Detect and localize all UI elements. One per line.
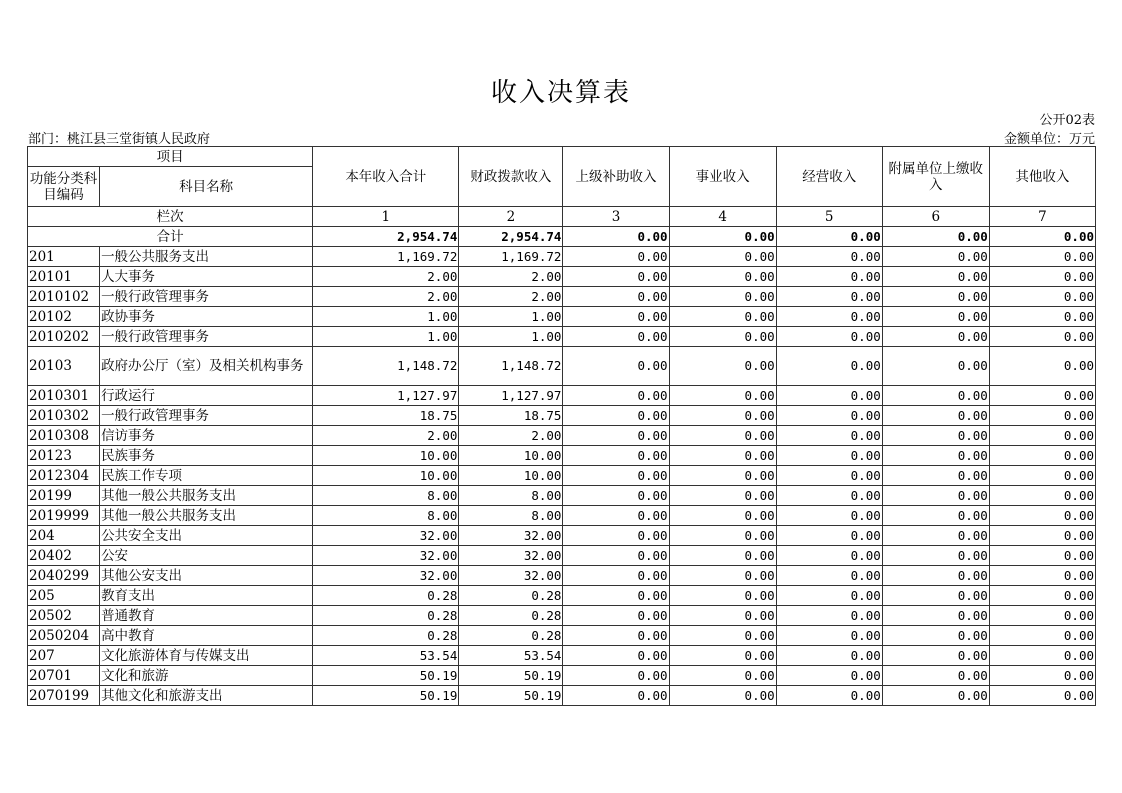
amount-cell: 0.00	[776, 466, 882, 486]
amount-cell: 0.00	[882, 586, 989, 606]
amount-cell: 0.00	[669, 386, 776, 406]
amount-cell: 0.00	[563, 666, 669, 686]
table-row	[28, 307, 1096, 327]
subject-code: 20701	[28, 666, 100, 686]
amount-cell: 0.00	[776, 406, 882, 426]
amount-cell: 0.00	[669, 446, 776, 466]
subject-code: 204	[28, 526, 100, 546]
subject-name: 民族工作专项	[100, 466, 313, 486]
amount-cell: 0.00	[882, 546, 989, 566]
amount-cell: 1,148.72	[459, 347, 563, 386]
amount-cell: 0.00	[882, 486, 989, 506]
table-row	[28, 486, 1096, 506]
subject-code: 2019999	[28, 506, 100, 526]
amount-cell: 32.00	[459, 526, 563, 546]
amount-cell: 0.00	[669, 686, 776, 706]
amount-cell: 32.00	[459, 566, 563, 586]
amount-cell: 0.00	[563, 486, 669, 506]
amount-cell: 0.28	[459, 606, 563, 626]
amount-cell: 0.00	[563, 586, 669, 606]
column-number: 3	[563, 207, 669, 227]
subject-code: 20123	[28, 446, 100, 466]
amount-cell: 0.00	[776, 446, 882, 466]
amount-cell: 0.00	[882, 327, 989, 347]
column-header: 其他收入	[989, 147, 1095, 207]
amount-cell: 0.00	[776, 486, 882, 506]
total-value: 0.00	[776, 227, 882, 247]
amount-cell: 0.00	[776, 267, 882, 287]
column-number: 4	[669, 207, 776, 227]
total-row	[28, 227, 1096, 247]
amount-cell: 0.00	[882, 426, 989, 446]
amount-cell: 32.00	[459, 546, 563, 566]
subject-code: 20102	[28, 307, 100, 327]
amount-cell: 2.00	[313, 267, 459, 287]
amount-cell: 1,169.72	[313, 247, 459, 267]
code-header: 功能分类科目编码	[28, 167, 100, 207]
total-value: 0.00	[669, 227, 776, 247]
subject-name: 文化和旅游	[100, 666, 313, 686]
amount-cell: 0.00	[669, 406, 776, 426]
amount-cell: 0.00	[776, 426, 882, 446]
amount-cell: 0.00	[563, 426, 669, 446]
amount-cell: 0.00	[989, 586, 1095, 606]
total-value: 0.00	[563, 227, 669, 247]
amount-cell: 50.19	[459, 686, 563, 706]
income-settlement-table	[27, 146, 1096, 706]
amount-cell: 0.28	[313, 626, 459, 646]
column-header: 附属单位上缴收入	[882, 147, 989, 207]
amount-cell: 2.00	[313, 287, 459, 307]
amount-cell: 0.00	[989, 307, 1095, 327]
subject-name: 民族事务	[100, 446, 313, 466]
subject-name: 其他一般公共服务支出	[100, 506, 313, 526]
amount-cell: 0.00	[776, 686, 882, 706]
column-header: 财政拨款收入	[459, 147, 563, 207]
amount-cell: 0.00	[989, 386, 1095, 406]
table-row	[28, 566, 1096, 586]
amount-cell: 0.00	[882, 446, 989, 466]
amount-cell: 0.00	[563, 466, 669, 486]
subject-code: 2050204	[28, 626, 100, 646]
amount-cell: 8.00	[313, 506, 459, 526]
amount-cell: 0.00	[563, 446, 669, 466]
amount-cell: 0.00	[563, 686, 669, 706]
amount-cell: 0.00	[989, 486, 1095, 506]
total-value: 2,954.74	[459, 227, 563, 247]
amount-cell: 0.00	[776, 307, 882, 327]
column-number: 6	[882, 207, 989, 227]
amount-cell: 1.00	[459, 327, 563, 347]
amount-cell: 0.00	[563, 287, 669, 307]
subject-code: 205	[28, 586, 100, 606]
subject-name: 政府办公厅（室）及相关机构事务	[100, 347, 313, 386]
amount-cell: 10.00	[313, 446, 459, 466]
subject-name: 公安	[100, 546, 313, 566]
total-value: 2,954.74	[313, 227, 459, 247]
total-label: 合计	[28, 227, 313, 247]
amount-cell: 0.00	[563, 566, 669, 586]
amount-cell: 0.00	[989, 406, 1095, 426]
amount-cell: 0.00	[563, 606, 669, 626]
subject-name: 一般行政管理事务	[100, 287, 313, 307]
subject-code: 2010202	[28, 327, 100, 347]
amount-cell: 0.00	[563, 386, 669, 406]
subject-name: 政协事务	[100, 307, 313, 327]
amount-cell: 0.00	[776, 586, 882, 606]
amount-cell: 53.54	[313, 646, 459, 666]
total-value: 0.00	[989, 227, 1095, 247]
amount-cell: 0.00	[882, 646, 989, 666]
amount-cell: 0.00	[776, 506, 882, 526]
amount-cell: 8.00	[313, 486, 459, 506]
table-row	[28, 506, 1096, 526]
amount-cell: 0.00	[989, 267, 1095, 287]
table-row	[28, 606, 1096, 626]
subject-code: 20402	[28, 546, 100, 566]
amount-cell: 1,127.97	[459, 386, 563, 406]
amount-cell: 0.00	[882, 526, 989, 546]
amount-cell: 0.00	[882, 347, 989, 386]
subject-code: 2040299	[28, 566, 100, 586]
amount-cell: 1,148.72	[313, 347, 459, 386]
subject-code: 2012304	[28, 466, 100, 486]
amount-cell: 1,127.97	[313, 386, 459, 406]
subject-code: 20199	[28, 486, 100, 506]
name-header: 科目名称	[100, 167, 313, 207]
table-row	[28, 666, 1096, 686]
amount-cell: 0.00	[882, 686, 989, 706]
amount-cell: 0.00	[669, 646, 776, 666]
amount-cell: 0.00	[669, 426, 776, 446]
amount-cell: 0.00	[989, 686, 1095, 706]
amount-cell: 0.00	[563, 327, 669, 347]
amount-cell: 0.28	[459, 586, 563, 606]
subject-code: 2010302	[28, 406, 100, 426]
department-label: 部门：桃江县三堂街镇人民政府	[28, 132, 211, 147]
amount-cell: 0.00	[563, 546, 669, 566]
subject-code: 207	[28, 646, 100, 666]
amount-cell: 32.00	[313, 566, 459, 586]
amount-cell: 0.00	[989, 626, 1095, 646]
amount-cell: 0.00	[669, 287, 776, 307]
amount-cell: 0.00	[989, 606, 1095, 626]
table-row	[28, 347, 1096, 386]
amount-cell: 0.00	[669, 347, 776, 386]
table-row	[28, 406, 1096, 426]
amount-cell: 0.00	[669, 526, 776, 546]
subject-name: 高中教育	[100, 626, 313, 646]
amount-cell: 0.28	[313, 606, 459, 626]
subject-name: 普通教育	[100, 606, 313, 626]
amount-cell: 0.00	[563, 307, 669, 327]
subject-name: 一般公共服务支出	[100, 247, 313, 267]
amount-cell: 0.00	[989, 546, 1095, 566]
amount-cell: 53.54	[459, 646, 563, 666]
amount-cell: 0.00	[669, 327, 776, 347]
amount-cell: 0.00	[776, 287, 882, 307]
table-row	[28, 267, 1096, 287]
table-row	[28, 646, 1096, 666]
amount-cell: 0.00	[563, 247, 669, 267]
amount-cell: 0.00	[989, 646, 1095, 666]
amount-cell: 0.00	[669, 267, 776, 287]
amount-cell: 0.00	[776, 546, 882, 566]
amount-cell: 10.00	[459, 446, 563, 466]
column-header: 经营收入	[776, 147, 882, 207]
amount-cell: 0.00	[563, 646, 669, 666]
amount-cell: 0.00	[563, 406, 669, 426]
column-header: 本年收入合计	[313, 147, 459, 207]
amount-cell: 0.00	[882, 406, 989, 426]
amount-cell: 0.00	[989, 526, 1095, 546]
amount-cell: 0.00	[776, 566, 882, 586]
amount-cell: 1.00	[313, 327, 459, 347]
amount-cell: 0.00	[882, 386, 989, 406]
amount-cell: 0.00	[882, 566, 989, 586]
subject-name: 其他一般公共服务支出	[100, 486, 313, 506]
amount-cell: 0.00	[989, 347, 1095, 386]
amount-cell: 0.00	[669, 247, 776, 267]
column-header: 事业收入	[669, 147, 776, 207]
subject-name: 人大事务	[100, 267, 313, 287]
amount-cell: 0.00	[669, 666, 776, 686]
amount-cell: 50.19	[313, 666, 459, 686]
amount-cell: 0.00	[776, 606, 882, 626]
amount-cell: 0.00	[776, 666, 882, 686]
column-number: 2	[459, 207, 563, 227]
amount-cell: 0.00	[882, 506, 989, 526]
subject-code: 2010102	[28, 287, 100, 307]
column-number: 1	[313, 207, 459, 227]
column-header: 上级补助收入	[563, 147, 669, 207]
amount-cell: 32.00	[313, 546, 459, 566]
amount-cell: 0.00	[563, 267, 669, 287]
amount-cell: 0.00	[776, 327, 882, 347]
subject-name: 一般行政管理事务	[100, 327, 313, 347]
amount-cell: 0.28	[313, 586, 459, 606]
amount-cell: 0.00	[989, 466, 1095, 486]
amount-cell: 50.19	[313, 686, 459, 706]
table-row	[28, 426, 1096, 446]
subject-code: 20502	[28, 606, 100, 626]
amount-cell: 0.00	[882, 626, 989, 646]
subject-name: 其他文化和旅游支出	[100, 686, 313, 706]
amount-cell: 0.00	[669, 486, 776, 506]
amount-unit-label: 金额单位：万元	[1003, 132, 1095, 147]
amount-cell: 1,169.72	[459, 247, 563, 267]
subject-code: 2010301	[28, 386, 100, 406]
amount-cell: 0.00	[989, 287, 1095, 307]
table-row	[28, 466, 1096, 486]
amount-cell: 0.00	[669, 626, 776, 646]
table-row	[28, 386, 1096, 406]
amount-cell: 0.00	[776, 386, 882, 406]
amount-cell: 0.00	[669, 506, 776, 526]
table-row	[28, 247, 1096, 267]
amount-cell: 0.00	[669, 466, 776, 486]
amount-cell: 10.00	[313, 466, 459, 486]
amount-cell: 0.00	[563, 506, 669, 526]
amount-cell: 2.00	[459, 267, 563, 287]
amount-cell: 1.00	[313, 307, 459, 327]
subject-name: 文化旅游体育与传媒支出	[100, 646, 313, 666]
subject-name: 其他公安支出	[100, 566, 313, 586]
amount-cell: 0.00	[669, 566, 776, 586]
amount-cell: 0.00	[882, 287, 989, 307]
table-row	[28, 626, 1096, 646]
table-row	[28, 546, 1096, 566]
subject-name: 行政运行	[100, 386, 313, 406]
subject-name: 一般行政管理事务	[100, 406, 313, 426]
subject-name: 公共安全支出	[100, 526, 313, 546]
amount-cell: 0.00	[989, 446, 1095, 466]
subject-name: 教育支出	[100, 586, 313, 606]
amount-cell: 32.00	[313, 526, 459, 546]
amount-cell: 18.75	[313, 406, 459, 426]
amount-cell: 18.75	[459, 406, 563, 426]
table-row	[28, 686, 1096, 706]
subject-code: 2070199	[28, 686, 100, 706]
table-row	[28, 586, 1096, 606]
column-number: 5	[776, 207, 882, 227]
amount-cell: 10.00	[459, 466, 563, 486]
amount-cell: 0.00	[989, 327, 1095, 347]
report-title: 收入决算表	[490, 78, 631, 108]
amount-cell: 0.00	[882, 267, 989, 287]
amount-cell: 0.00	[776, 347, 882, 386]
amount-cell: 2.00	[313, 426, 459, 446]
amount-cell: 50.19	[459, 666, 563, 686]
subject-code: 20101	[28, 267, 100, 287]
table-row	[28, 327, 1096, 347]
amount-cell: 0.00	[776, 526, 882, 546]
amount-cell: 0.00	[776, 247, 882, 267]
amount-cell: 0.00	[563, 347, 669, 386]
amount-cell: 8.00	[459, 506, 563, 526]
amount-cell: 0.00	[669, 546, 776, 566]
subject-code: 20103	[28, 347, 100, 386]
amount-cell: 1.00	[459, 307, 563, 327]
amount-cell: 2.00	[459, 426, 563, 446]
amount-cell: 0.00	[989, 426, 1095, 446]
column-index-label: 栏次	[28, 207, 313, 227]
amount-cell: 0.00	[989, 506, 1095, 526]
table-row	[28, 526, 1096, 546]
amount-cell: 0.00	[563, 626, 669, 646]
table-row	[28, 446, 1096, 466]
column-number: 7	[989, 207, 1095, 227]
table-row	[28, 287, 1096, 307]
amount-cell: 0.00	[563, 526, 669, 546]
subject-name: 信访事务	[100, 426, 313, 446]
item-header: 项目	[28, 147, 313, 167]
amount-cell: 0.00	[989, 566, 1095, 586]
amount-cell: 0.00	[882, 466, 989, 486]
amount-cell: 0.00	[882, 247, 989, 267]
amount-cell: 0.00	[669, 606, 776, 626]
total-value: 0.00	[882, 227, 989, 247]
amount-cell: 0.00	[669, 307, 776, 327]
amount-cell: 0.28	[459, 626, 563, 646]
amount-cell: 0.00	[776, 626, 882, 646]
amount-cell: 0.00	[882, 606, 989, 626]
table-body	[28, 247, 1096, 706]
amount-cell: 2.00	[459, 287, 563, 307]
amount-cell: 0.00	[989, 666, 1095, 686]
amount-cell: 0.00	[669, 586, 776, 606]
amount-cell: 0.00	[776, 646, 882, 666]
amount-cell: 8.00	[459, 486, 563, 506]
subject-code: 2010308	[28, 426, 100, 446]
amount-cell: 0.00	[989, 247, 1095, 267]
amount-cell: 0.00	[882, 666, 989, 686]
form-number: 公开02表	[1039, 113, 1095, 128]
amount-cell: 0.00	[882, 307, 989, 327]
subject-code: 201	[28, 247, 100, 267]
